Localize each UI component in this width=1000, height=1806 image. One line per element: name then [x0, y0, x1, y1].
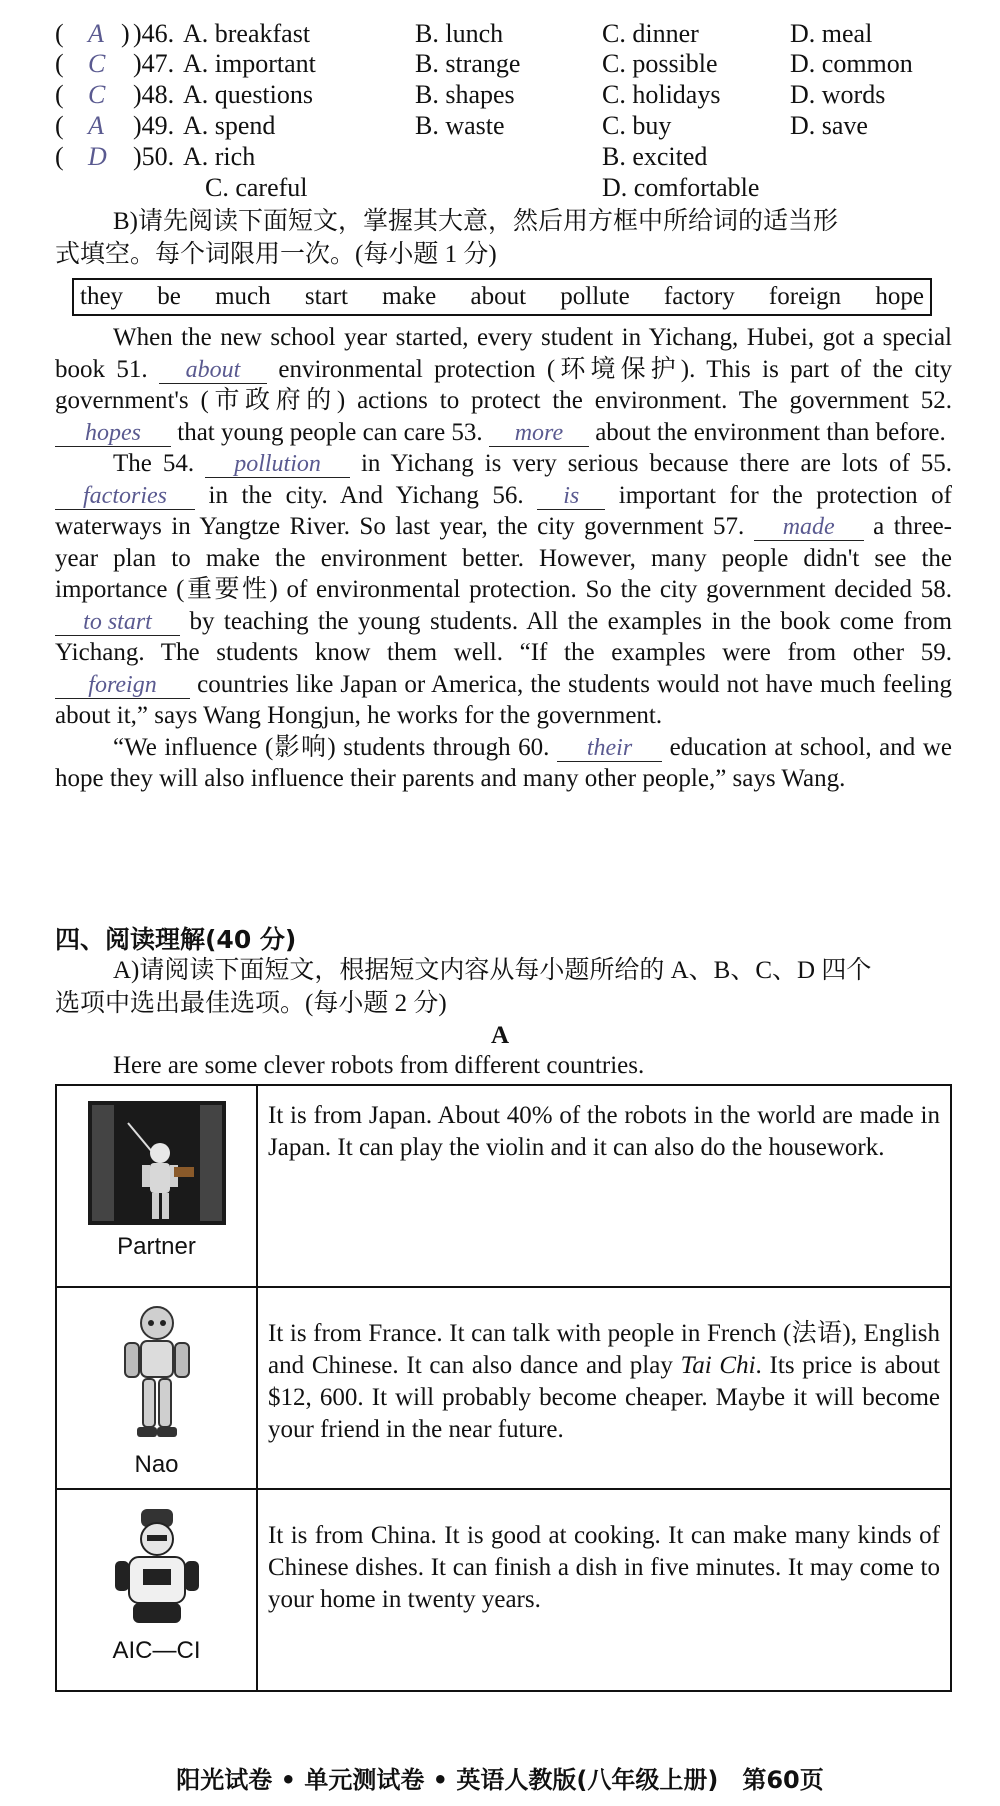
robot-table	[55, 1084, 952, 1692]
blank-55: factories	[55, 483, 195, 510]
instruction-line-2: 式填空。每个词限用一次。(每小题 1 分)	[55, 241, 497, 268]
question-49	[55, 110, 955, 142]
option-a: A. important	[183, 49, 316, 78]
blank-60: their	[557, 735, 662, 762]
question-number: )48.	[133, 80, 175, 109]
aic-ci-robot-photo	[111, 1505, 203, 1629]
question-number: )47.	[133, 49, 175, 78]
option-b: B. shapes	[415, 80, 515, 109]
paragraph-2: The 54. pollution in Yichang is very serious because there are lots of 55. factories in the city. And Yichang 56. is important for the protection of waterways in Yangtze River. So last year, the city government 57. made a three-year plan to make the environment better. However, many people didn't see the importance (重要性) of environmental protection. So the city government decided 58. to start by teaching the young students. All the examples in the book come from Yichang. The students know them well. “If the examples were from other 59. foreign countries like Japan or America, the students would not have much feeling about it,” says Wang Hongjun, he works for the government.	[55, 450, 953, 729]
section-heading: 四、阅读理解(40 分)	[55, 925, 297, 954]
section-b-instruction	[55, 205, 955, 271]
answer-mark: A	[88, 19, 104, 48]
option-d: D. comfortable	[602, 173, 760, 202]
robot-description: It is from France. It can talk with people in French (法语), English and Chinese. It can also dance and play Tai Chi. Its price is about $12, 600. It will probably become cheaper. Maybe it will become your friend in the near future.	[257, 1287, 951, 1489]
word-item: make	[382, 283, 437, 310]
blank-59: foreign	[55, 672, 190, 699]
question-47	[55, 48, 955, 80]
paren-open: (	[55, 49, 64, 78]
option-c: C. possible	[602, 49, 718, 78]
instruction-line-1: B)请先阅读下面短文，掌握其大意，然后用方框中所给词的适当形	[113, 208, 839, 235]
blank-56: is	[537, 483, 605, 510]
word-item: foreign	[768, 283, 842, 310]
option-c: C. buy	[602, 111, 672, 140]
paragraph-3: “We influence (影响) students through 60. their education at school, and we hope they will also influence their parents and many other people,” says Wang.	[55, 733, 953, 792]
table-row	[56, 1489, 951, 1691]
question-number: )49.	[133, 111, 175, 140]
blank-57: made	[754, 514, 864, 541]
question-50-row2	[55, 172, 955, 204]
blank-58: to start	[55, 609, 180, 636]
robot-name: Nao	[134, 1451, 179, 1478]
cloze-passage	[55, 322, 952, 795]
question-50	[55, 141, 955, 173]
blank-52: hopes	[55, 420, 171, 447]
question-number: )50.	[133, 142, 175, 171]
table-row	[56, 1085, 951, 1287]
answer-mark: D	[88, 142, 107, 171]
passage-letter: A	[490, 1022, 510, 1049]
option-d: D. meal	[790, 19, 873, 48]
paren-open: (	[55, 142, 64, 171]
option-b: B. waste	[415, 111, 505, 140]
option-c: C. dinner	[602, 19, 699, 48]
robot-image-cell	[56, 1489, 257, 1691]
page-footer: 阳光试卷 • 单元测试卷 • 英语人教版(八年级上册) 第60页	[176, 1766, 824, 1794]
robot-image-cell	[56, 1287, 257, 1489]
section-four-instruction	[55, 954, 955, 1020]
word-item: start	[304, 283, 348, 310]
robot-name: Partner	[117, 1233, 196, 1260]
option-c: C. holidays	[602, 80, 721, 109]
word-item: be	[157, 283, 181, 310]
paragraph-1: When the new school year started, every student in Yichang, Hubei, got a special book 51. about environmental protection (环境保护). This is part of the city government's (市政府的) actions to protect the environment. The government 52. hopes that young people can care 53. more about the environment than before.	[55, 324, 953, 446]
word-item: they	[80, 283, 124, 310]
blank-53: more	[489, 420, 589, 447]
question-48	[55, 79, 955, 111]
option-b: B. strange	[415, 49, 521, 78]
option-a: A. rich	[183, 142, 256, 171]
option-d: D. words	[790, 80, 886, 109]
table-row	[56, 1287, 951, 1489]
instruction-line-2: 选项中选出最佳选项。(每小题 2 分)	[55, 990, 447, 1017]
paren-open: (	[55, 111, 64, 140]
question-number: )46.	[133, 19, 175, 48]
answer-mark: C	[88, 49, 106, 78]
paren-open: (	[55, 80, 64, 109]
word-item: pollute	[560, 283, 630, 310]
option-a: A. questions	[183, 80, 313, 109]
word-item: about	[470, 283, 527, 310]
option-b: B. excited	[602, 142, 708, 171]
instruction-line-1: A)请阅读下面短文，根据短文内容从每小题所给的 A、B、C、D 四个	[113, 957, 872, 984]
option-b: B. lunch	[415, 19, 504, 48]
nao-robot-photo	[107, 1303, 207, 1443]
passage-intro: Here are some clever robots from different countries.	[113, 1052, 645, 1079]
robot-name: AIC—CI	[112, 1637, 201, 1664]
partner-robot-photo	[88, 1101, 226, 1225]
blank-54: pollution	[205, 451, 350, 478]
paren-close-46: )	[121, 19, 130, 48]
option-d: D. common	[790, 49, 913, 78]
word-item: much	[215, 283, 271, 310]
robot-description: It is from China. It is good at cooking. It can make many kinds of Chinese dishes. It can finish a dish in five minutes. It may come to your home in twenty years.	[257, 1489, 951, 1691]
answer-mark: A	[88, 111, 104, 140]
word-box	[72, 278, 932, 316]
option-d: D. save	[790, 111, 868, 140]
robot-description: It is from Japan. About 40% of the robots in the world are made in Japan. It can play the violin and it can also do the housework.	[257, 1085, 951, 1287]
paren-open: (	[55, 19, 64, 48]
word-item: hope	[875, 283, 924, 310]
option-c: C. careful	[205, 173, 308, 202]
robot-image-cell	[56, 1085, 257, 1287]
word-item: factory	[663, 283, 735, 310]
option-a: A. spend	[183, 111, 276, 140]
answer-mark: C	[88, 80, 106, 109]
blank-51: about	[159, 357, 267, 384]
option-a: A. breakfast	[183, 19, 311, 48]
